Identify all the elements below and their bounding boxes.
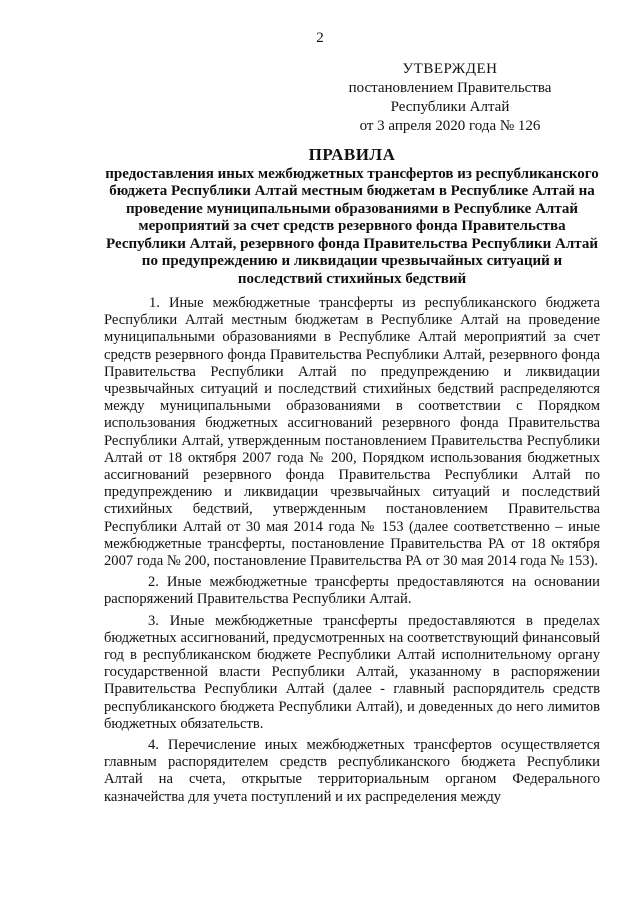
approval-line: Республики Алтай — [390, 99, 510, 115]
paragraph: 1. Иные межбюджетные трансферты из республиканского бюджета Республики Алтай местным бюджетам в Республике Алтай на проведение муниципальными образованиями в Республике Алтай мероприятий за счет средств резервного фонда Правительства Республики Алтай, резервного фонда Правительства Республики Алтай по предупреждению и ликвидации чрезвычайных ситуаций и последствий стихийных бедствий распределяются между муниципальными образованиями в соответствии с Порядком использования бюджетных ассигнований резервного фонда Правительства Республики Алтай, утвержденным постановлением Правительства Республики Алтай от 18 октября 2007 года № 200, Порядком использования бюджетных ассигнований резервного фонда Правительства Республики Алтай по предупреждению и ликвидации чрезвычайных ситуаций и последствий стихийных бедствий, утвержденным постановлением Правительства Республики Алтай от 30 мая 2014 года № 153 (далее соответственно – иные межбюджетные трансферты, постановление Правительства РА от 18 октября 2007 года № 200, постановление Правительства РА от 30 мая 2014 года № 153). — [104, 295, 600, 570]
document-body — [104, 295, 600, 810]
document-subtitle: предоставления иных межбюджетных трансфертов из республиканского бюджета Республики Алтай местным бюджетам в Республике Алтай на проведение муниципальными образованиями в Республике Алтай мероприятий за счет средств резервного фонда Правительства Республики Алтай, резервного фонда Правительства Республики Алтай по предупреждению и ликвидации чрезвычайных ситуаций и последствий стихийных бедствий — [105, 165, 599, 287]
approval-title: УТВЕРЖДЕН — [402, 61, 498, 77]
approval-line: от 3 апреля 2020 года № 126 — [359, 118, 541, 134]
paragraph: 3. Иные межбюджетные трансферты предоставляются в пределах бюджетных ассигнований, предусмотренных на соответствующий финансовый год в республиканском бюджете Республики Алтай исполнительному органу государственной власти Республики Алтай, указанному в распоряжении Правительства Республики Алтай (далее - главный распорядитель средств республиканского бюджета Республики Алтай), и доведенных до него лимитов бюджетных обязательств. — [104, 612, 600, 732]
paragraph: 4. Перечисление иных межбюджетных трансфертов осуществляется главным распорядителем средств республиканского бюджета Республики Алтай на счета, открытые территориальным органом Федерального казначейства для учета поступлений и их распределения между — [104, 737, 600, 805]
document-heading — [104, 146, 600, 288]
approval-line: постановлением Правительства — [348, 80, 552, 96]
paragraph: 2. Иные межбюджетные трансферты предоставляются на основании распоряжений Правительства Республики Алтай. — [104, 574, 600, 608]
approval-stamp — [320, 60, 580, 136]
page-number: 2 — [316, 30, 324, 46]
document-title: ПРАВИЛА — [308, 145, 396, 164]
